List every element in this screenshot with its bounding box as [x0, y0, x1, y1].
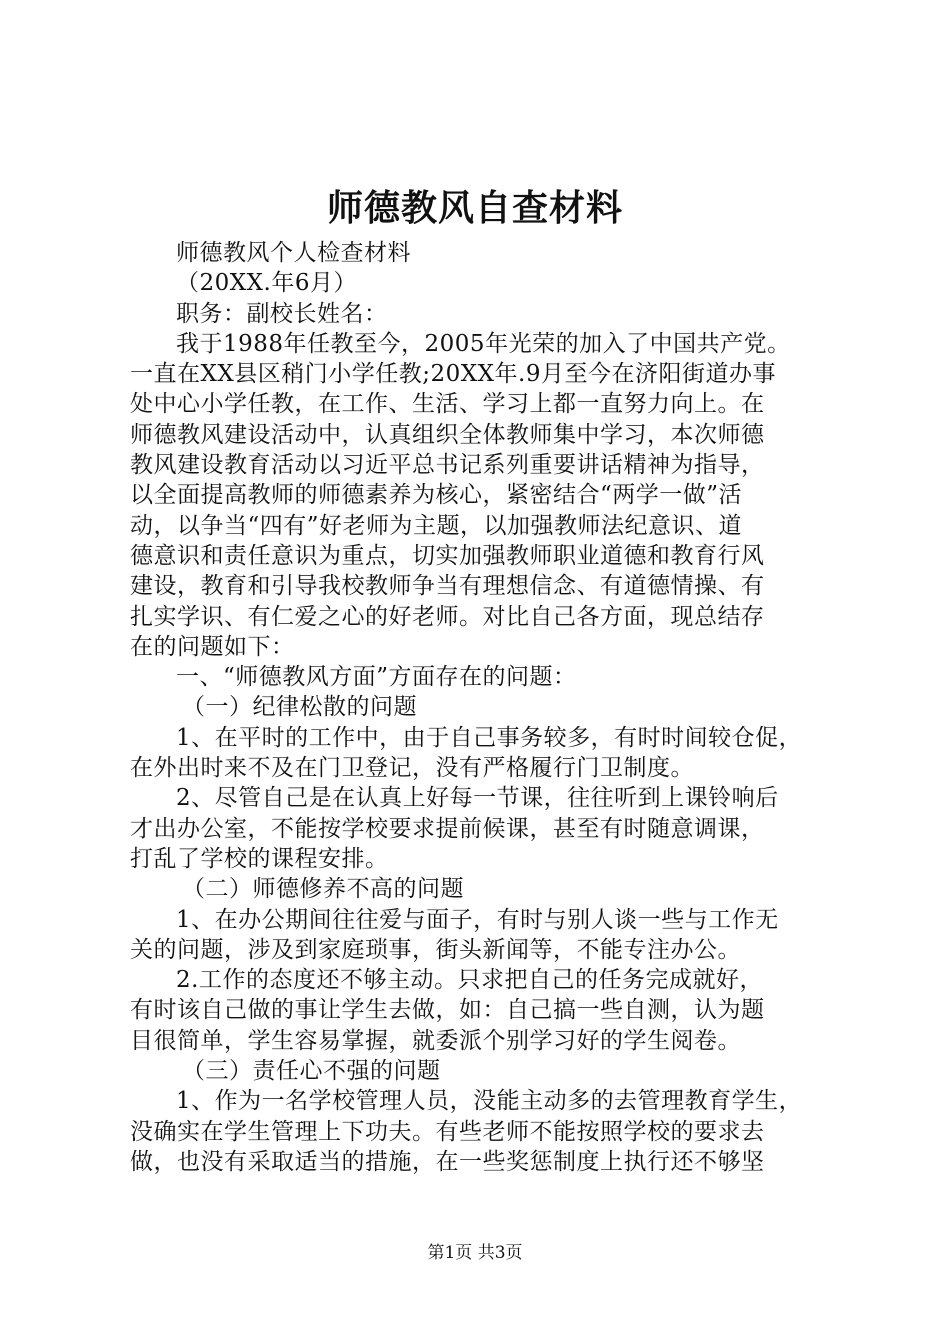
paragraph-line: 以全面提高教师的师德素养为核心，紧密结合“两学一做”活: [130, 482, 743, 509]
paragraph-line: 才出办公室，不能按学校要求提前候课，甚至有时随意调课，: [130, 815, 765, 842]
paragraph-line: 师德教风建设活动中，认真组织全体教师集中学习，本次师德: [130, 421, 765, 448]
position-line: 职务：副校长姓名：: [176, 300, 388, 327]
paragraph-line: 2.工作的态度还不够主动。只求把自己的任务完成就好，: [176, 967, 763, 994]
paragraph-line: 2、尽管自己是在认真上好每一节课，往往听到上课铃响后: [176, 785, 779, 812]
paragraph-line: 我于1988年任教至今，2005年光荣的加入了中国共产党。: [176, 330, 791, 357]
subtitle-line: 师德教风个人检查材料: [176, 240, 411, 266]
paragraph-line: 没确实在学生管理上下功夫。有些老师不能按照学校的要求去: [130, 1118, 765, 1145]
paragraph-line: 德意识和责任意识为重点，切实加强教师职业道德和教育行风: [130, 542, 765, 569]
paragraph-line: 1、在办公期间往往爱与面子，有时与别人谈一些与工作无: [176, 906, 779, 933]
paragraph-line: 目很简单，学生容易掌握，就委派个别学习好的学生阅卷。: [130, 1027, 741, 1054]
paragraph-line: 1、在平时的工作中，由于自己事务较多，有时时间较仓促，: [176, 724, 803, 751]
paragraph-line: 扎实学识、有仁爱之心的好老师。对比自己各方面，现总结存: [130, 603, 765, 630]
paragraph-line: 关的问题，涉及到家庭琐事，街头新闻等，不能专注办公。: [130, 936, 741, 963]
paragraph-line: 教风建设教育活动以习近平总书记系列重要讲话精神为指导，: [130, 452, 765, 479]
subsection-heading: （一）纪律松散的问题: [182, 694, 417, 721]
paragraph-line: 1、作为一名学校管理人员，没能主动多的去管理教育学生，: [176, 1088, 803, 1115]
paragraph-line: 动，以争当“四有”好老师为主题，以加强教师法纪意识、道: [130, 512, 743, 539]
paragraph-line: 有时该自己做的事让学生去做，如：自己搞一些自测，认为题: [130, 997, 765, 1024]
paragraph-line: 一直在XX县区稍门小学任教;20XX年.9月至今在济阳街道办事: [130, 361, 776, 388]
paragraph-line: 做，也没有采取适当的措施，在一些奖惩制度上执行还不够坚: [130, 1148, 765, 1175]
paragraph-line: 处中心小学任教，在工作、生活、学习上都一直努力向上。在: [130, 391, 765, 418]
section-heading: 一、“师德教风方面”方面存在的问题：: [176, 664, 577, 691]
paragraph-line: 打乱了学校的课程安排。: [130, 845, 389, 872]
paragraph-line: 在外出时来不及在门卫登记，没有严格履行门卫制度。: [130, 755, 694, 782]
paragraph-line: 建设，教育和引导我校教师争当有理想信念、有道德情操、有: [130, 573, 765, 600]
subsection-heading: （三）责任心不强的问题: [182, 1058, 441, 1085]
document-body: [130, 238, 830, 1177]
document-title: 师德教风自查材料: [326, 187, 623, 229]
paragraph-line: 在的问题如下：: [130, 633, 295, 660]
date-line: （20XX.年6月）: [176, 270, 357, 297]
subsection-heading: （二）师德修养不高的问题: [182, 876, 464, 903]
page-indicator: 第1页 共3页: [427, 1243, 523, 1263]
